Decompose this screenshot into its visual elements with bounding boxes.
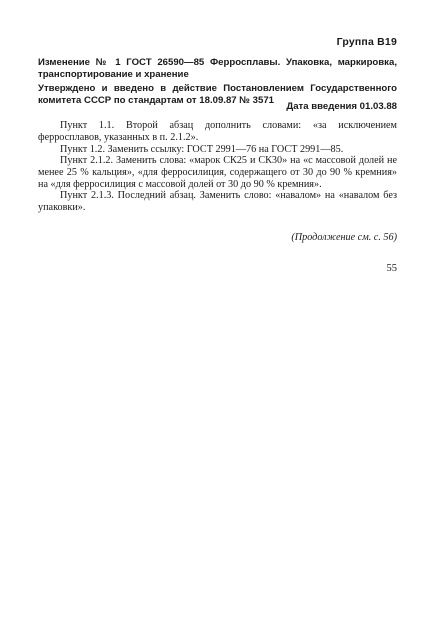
effective-date: Дата введения 01.03.88 — [286, 101, 397, 112]
approval-statement: Утверждено и введено в действие Постановлением Государственного комитета СССР по стандартам от 18.09.87 № 3571 — [38, 83, 397, 106]
page-number: 55 — [386, 263, 397, 274]
paragraph-1-2: Пункт 1.2. Заменить ссылку: ГОСТ 2991—76 на ГОСТ 2991—85. — [60, 144, 344, 155]
paragraph-2-1-2: Пункт 2.1.2. Заменить слова: «марок СК25 и СК30» на «с массовой долей не менее 25 % кальция», «для ферросилиция, содержащего от 30 до 90 % кремния» на «для ферросилиция с массовой долей от 30 до 90 % кремния». — [38, 155, 397, 190]
continuation-note: (Продолжение см. с. 56) — [291, 232, 397, 243]
paragraph-1-1: Пункт 1.1. Второй абзац дополнить словами: «за исключением ферросплавов, указанных в п. 2.1.2». — [38, 120, 397, 143]
paragraph-2-1-3: Пункт 2.1.3. Последний абзац. Заменить слово: «навалом» на «навалом без упаковки». — [38, 190, 397, 213]
group-code: Группа В19 — [336, 36, 397, 48]
change-title: Изменение № 1 ГОСТ 26590—85 Ферросплавы. Упаковка, маркировка, транспортирование и хранение — [38, 57, 397, 80]
